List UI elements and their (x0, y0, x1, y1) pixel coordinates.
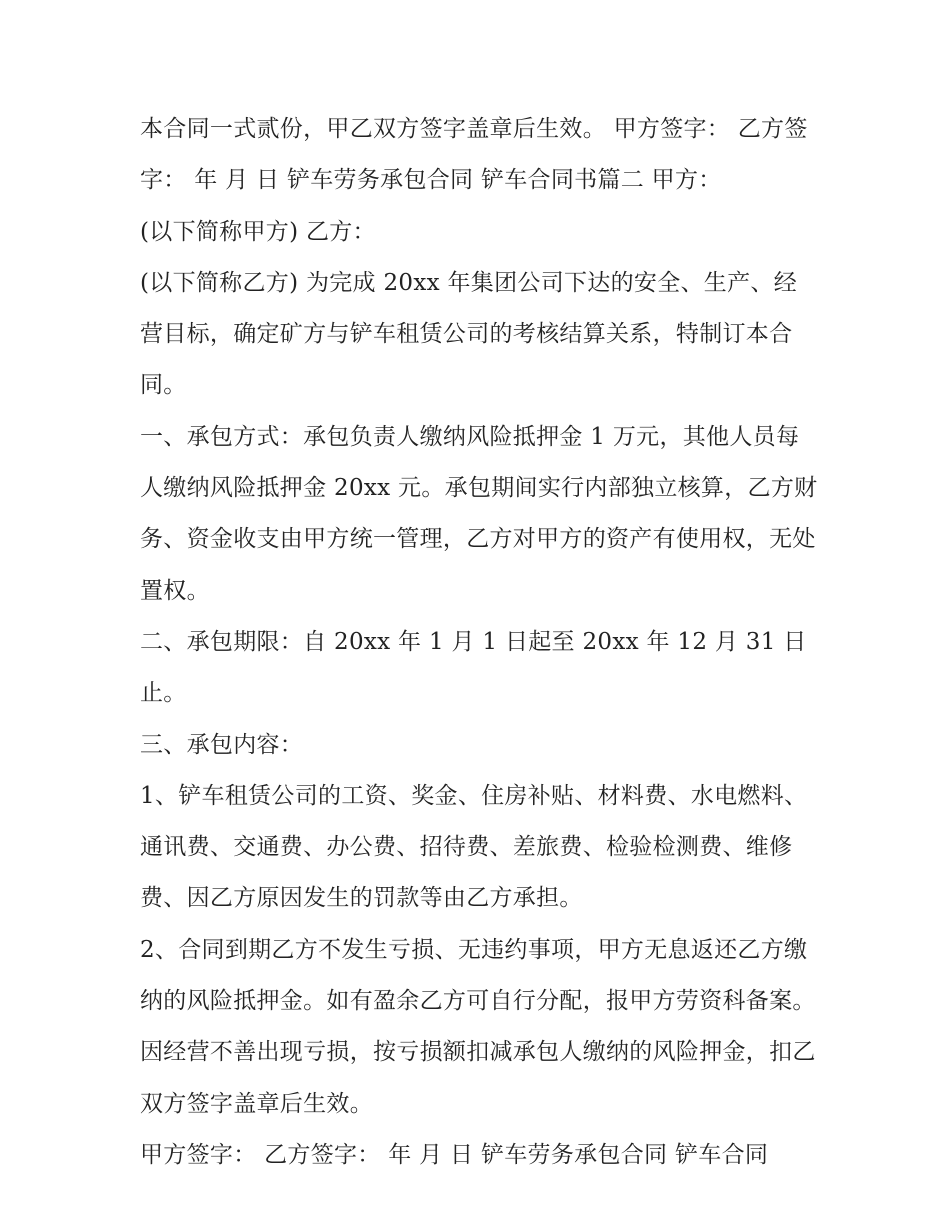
paragraph-content-item-1: 1、铲车租赁公司的工资、奖金、住房补贴、材料费、水电燃料、通讯费、交通费、办公费、招待费、差旅费、检验检测费、维修费、因乙方原因发生的罚款等由乙方承担。 (140, 782, 808, 912)
paragraph-content-item-2: 2、合同到期乙方不发生亏损、无违约事项，甲方无息返还乙方缴纳的风险抵押金。如有盈余乙方可自行分配，报甲方劳资科备案。因经营不善出现亏损，按亏损额扣减承包人缴纳的风险押金，扣乙双方签字盖章后生效。 (140, 936, 816, 1117)
paragraph-contract-method: 一、承包方式：承包负责人缴纳风险抵押金 1 万元，其他人员每人缴纳风险抵押金 20xx 元。承包期间实行内部独立核算，乙方财务、资金收支由甲方统一管理，乙方对甲方的资产有使用权，无处置权。 (140, 423, 818, 604)
paragraph-signature-footer: 甲方签字： 乙方签字： 年 月 日 铲车劳务承包合同 铲车合同 (140, 1141, 769, 1168)
paragraph-party-a-note: (以下简称甲方) 乙方： (140, 218, 376, 245)
document-body (140, 104, 820, 1181)
paragraph-contract-term: 二、承包期限：自 20xx 年 1 月 1 日起至 20xx 年 12 月 31 日止。 (140, 628, 807, 707)
paragraph-purpose: (以下简称乙方) 为完成 20xx 年集团公司下达的安全、生产、经营目标，确定矿方与铲车租赁公司的考核结算关系，特制订本合同。 (140, 269, 797, 399)
paragraph-contract-content-heading: 三、承包内容： (140, 731, 304, 758)
paragraph-signature-intro: 本合同一式贰份，甲乙双方签字盖章后生效。 甲方签字： 乙方签字： 年 月 日 铲车劳务承包合同 铲车合同书篇二 甲方： (140, 116, 808, 194)
